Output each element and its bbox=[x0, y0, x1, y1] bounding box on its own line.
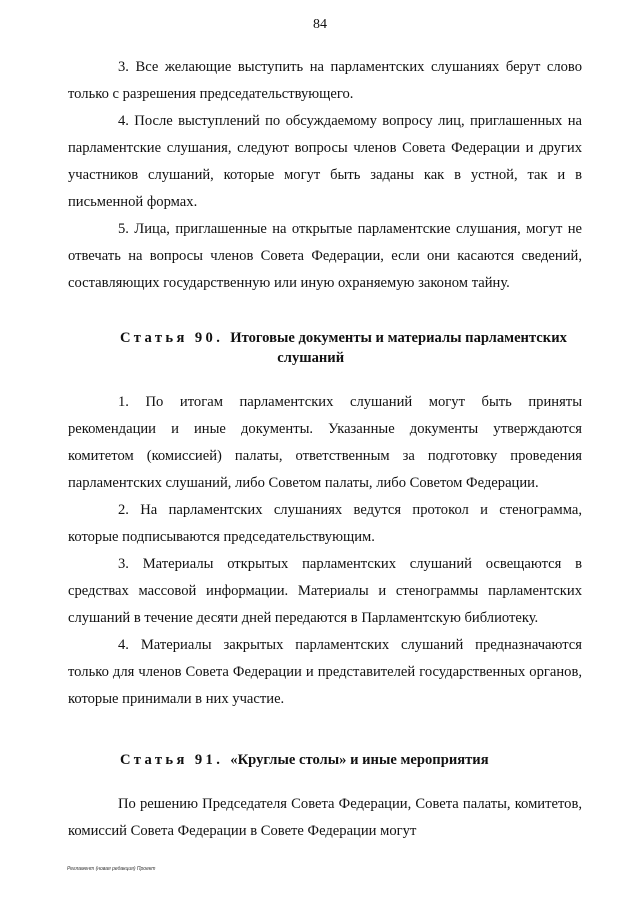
paragraph: 3. Материалы открытых парламентских слушаний освещаются в средствах массовой информации. Материалы и стенограммы парламентских слушаний в течение десяти дней передаются в Парламентскую библиотеку. bbox=[68, 556, 582, 626]
page-number: 84 bbox=[313, 17, 327, 32]
paragraph: По решению Председателя Совета Федерации, Совета палаты, комитетов, комиссий Совета Федерации в Совете Федерации могут bbox=[68, 796, 582, 839]
paragraph: 3. Все желающие выступить на парламентских слушаниях берут слово только с разрешения председательствующего. bbox=[68, 59, 582, 102]
document-body bbox=[68, 54, 582, 845]
paragraph: 5. Лица, приглашенные на открытые парламентские слушания, могут не отвечать на вопросы членов Совета Федерации, если они касаются сведений, составляющих государственную или иную охраняемую законом тайну. bbox=[68, 221, 582, 291]
paragraph: 4. Материалы закрытых парламентских слушаний предназначаются только для членов Совета Федерации и представителей государственных органов, которые принимали в них участие. bbox=[68, 637, 582, 707]
article-title bbox=[230, 328, 582, 368]
article-title-line2: слушаний bbox=[277, 350, 345, 366]
article-title-line1: Итоговые документы и материалы парламентских bbox=[230, 330, 567, 346]
article-label: Статья 91. bbox=[120, 752, 224, 768]
paragraph: 2. На парламентских слушаниях ведутся протокол и стенограмма, которые подписываются председательствующим. bbox=[68, 502, 582, 545]
paragraph: 4. После выступлений по обсуждаемому вопросу лиц, приглашенных на парламентские слушания, следуют вопросы членов Совета Федерации и других участников слушаний, которые могут быть заданы как в устной, так и в письменной формах. bbox=[68, 113, 582, 210]
paragraph: 1. По итогам парламентских слушаний могут быть приняты рекомендации и иные документы. Указанные документы утверждаются комитетом (комиссией) палаты, ответственным за подготовку проведения парламентских слушаний, либо Советом палаты, либо Советом Федерации. bbox=[68, 394, 582, 491]
article-title: «Круглые столы» и иные мероприятия bbox=[230, 752, 489, 768]
article-91-heading bbox=[120, 750, 582, 770]
footer-note: Регламент (новая редакция) Проект bbox=[67, 866, 156, 872]
article-label: Статья 90. bbox=[120, 330, 224, 346]
article-90-heading bbox=[120, 328, 582, 368]
